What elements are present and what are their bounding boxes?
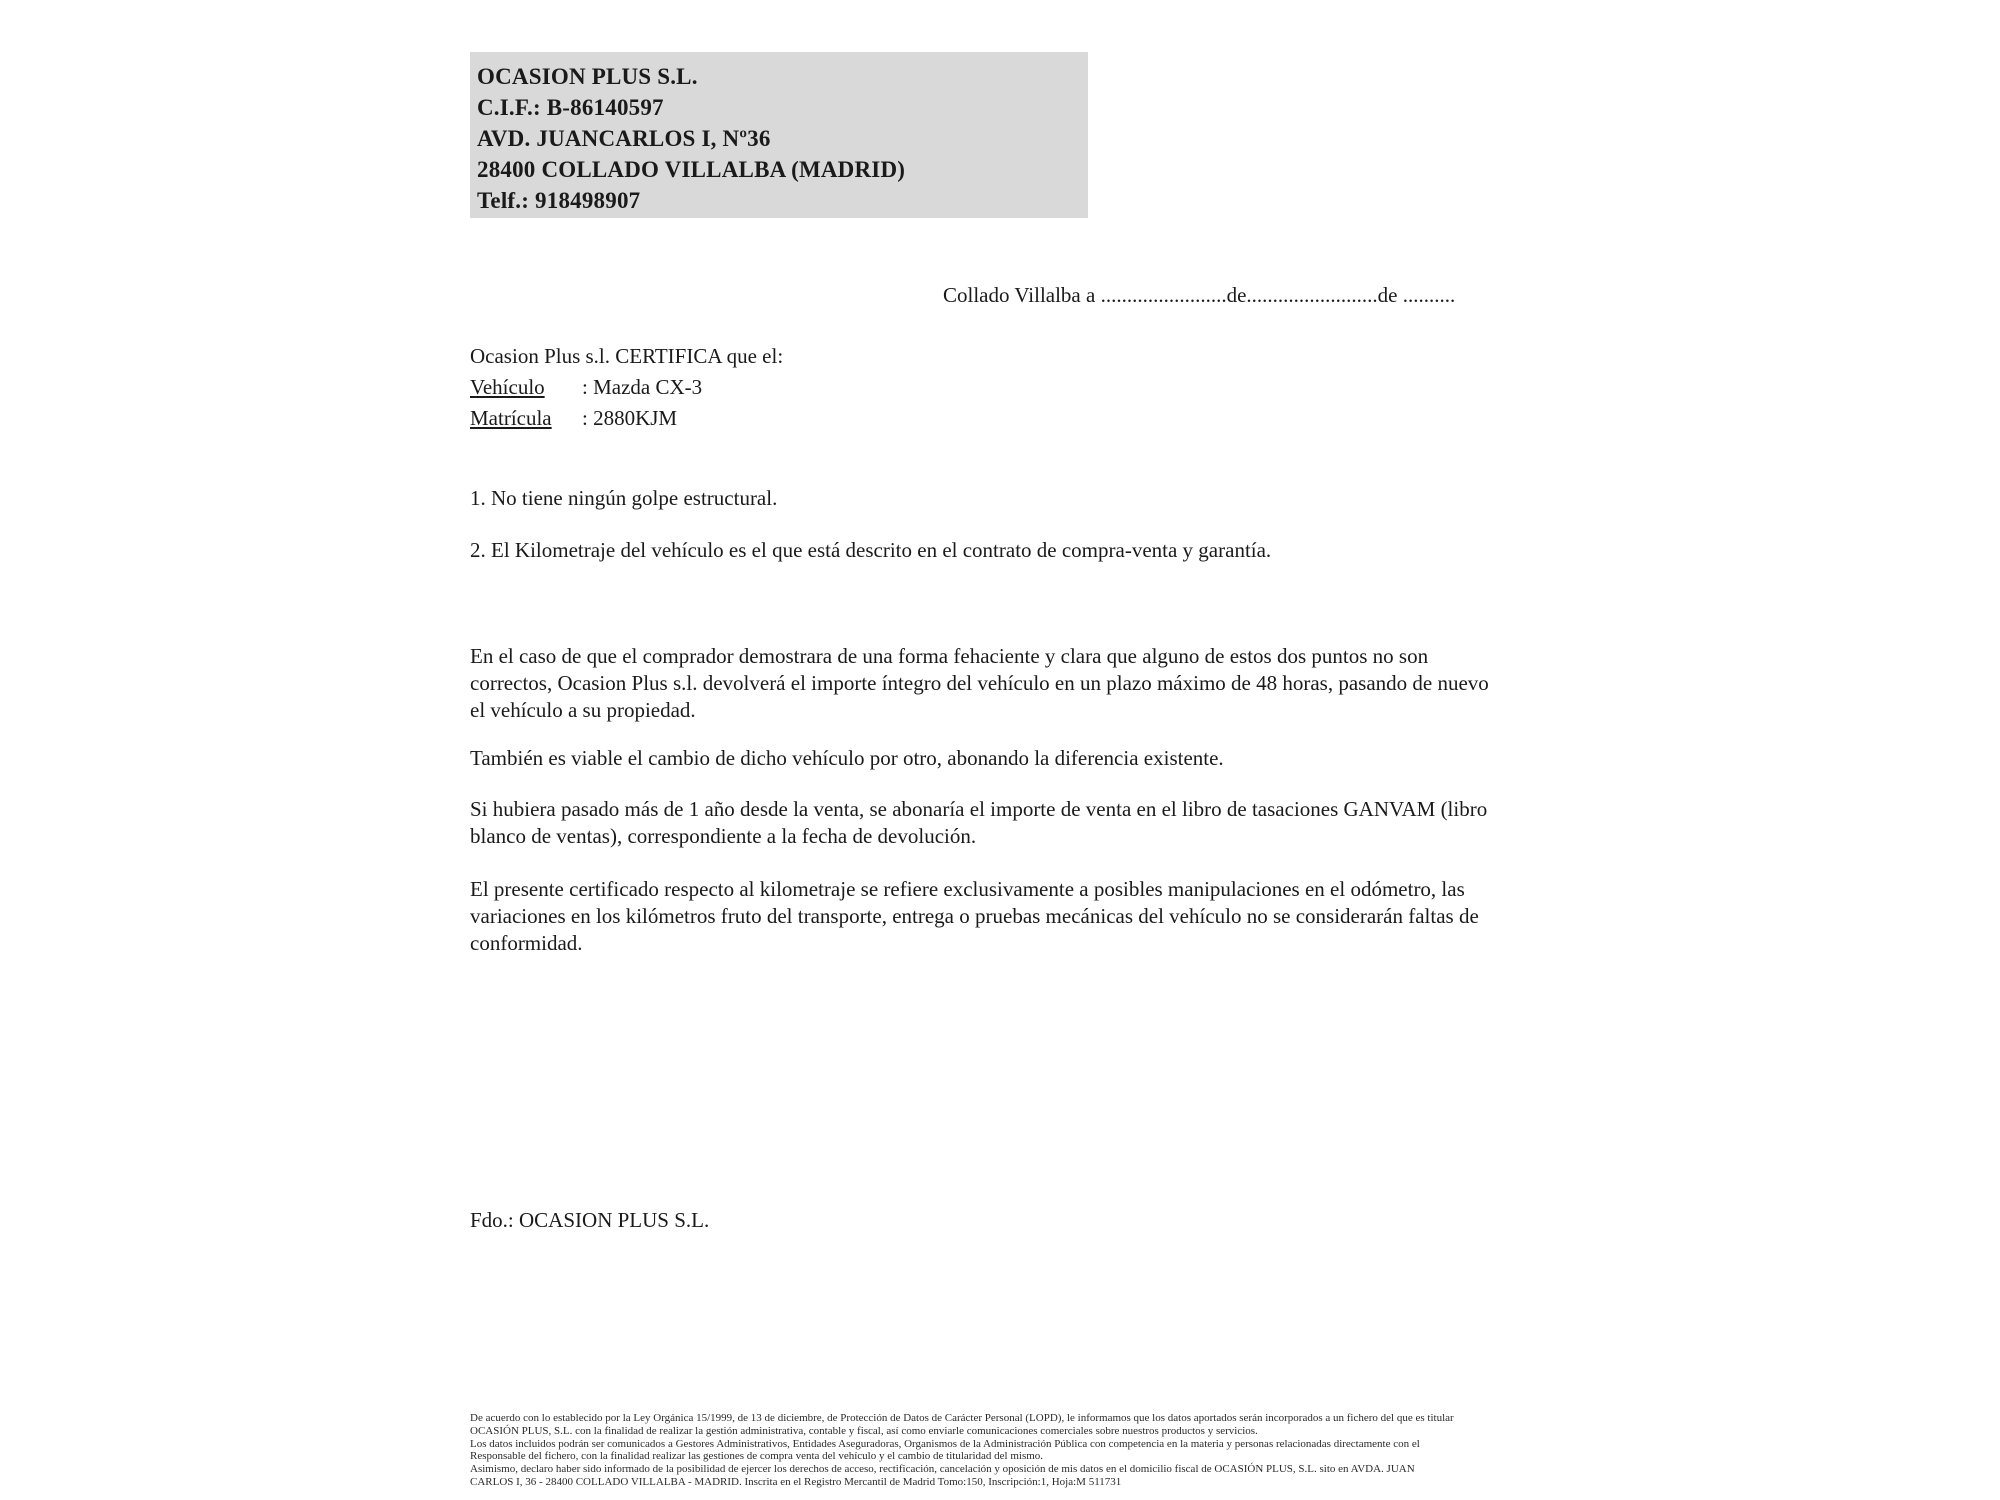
vehicle-label: Vehículo	[470, 375, 545, 399]
certified-point-2: 2. El Kilometraje del vehículo es el que está descrito en el contrato de compra-venta y garantía.	[470, 538, 1272, 562]
paragraph-odometer-disclaimer: El presente certificado respecto al kilometraje se refiere exclusivamente a posibles manipulaciones en el odómetro, las variaciones en los kilómetros fruto del transporte, entrega o pruebas mecánicas del vehículo no se considerarán faltas de conformidad.	[470, 877, 1479, 955]
plate-label: Matrícula	[470, 406, 552, 430]
company-letterhead-box	[470, 52, 1088, 218]
certified-point-1: 1. No tiene ningún golpe estructural.	[470, 486, 778, 510]
paragraph-vehicle-exchange: También es viable el cambio de dicho vehículo por otro, abonando la diferencia existente.	[470, 746, 1224, 770]
vehicle-value: : Mazda CX-3	[582, 375, 703, 399]
plate-row	[470, 403, 783, 434]
legal-fine-print	[470, 1412, 1590, 1489]
company-phone: Telf.: 918498907	[477, 188, 641, 213]
certifies-intro: Ocasion Plus s.l. CERTIFICA que el:	[470, 344, 784, 368]
paragraph-refund-conditions: En el caso de que el comprador demostrara de una forma fehaciente y clara que alguno de estos dos puntos no son correctos, Ocasion Plus s.l. devolverá el importe íntegro del vehículo en un plazo máximo de 48 horas, pasando de nuevo el vehículo a su propiedad.	[470, 644, 1489, 722]
signature-line: Fdo.: OCASION PLUS S.L.	[470, 1208, 710, 1232]
certification-block	[470, 341, 783, 434]
company-cif: C.I.F.: B-86140597	[477, 95, 664, 120]
legal-line: Asimismo, declaro haber sido informado de la posibilidad de ejercer los derechos de acceso, rectificación, cancelación y oposición de mis datos en el domicilio fiscal de OCASIÓN PLUS, S.L. sito en AVDA. JUAN	[470, 1463, 1415, 1476]
date-fill-in-line: Collado Villalba a ........................de.........................de ..........	[943, 283, 1456, 307]
legal-line: Los datos incluidos podrán ser comunicados a Gestores Administrativos, Entidades Aseguradoras, Organismos de la Administración Pública con competencia en la materia y personas relacionadas directamente con el	[470, 1437, 1420, 1450]
legal-line: CARLOS I, 36 - 28400 COLLADO VILLALBA - MADRID. Inscrita en el Registro Mercantil de Madrid Tomo:150, Inscripción:1, Hoja:M 511731	[470, 1475, 1122, 1488]
legal-line: De acuerdo con lo establecido por la Ley Orgánica 15/1999, de 13 de diciembre, de Protección de Datos de Carácter Personal (LOPD), le informamos que los datos aportados serán incorporados a un fichero del que es titular	[470, 1412, 1454, 1424]
vehicle-row	[470, 372, 783, 403]
paragraph-ganvam-valuation: Si hubiera pasado más de 1 año desde la venta, se abonaría el importe de venta en el libro de tasaciones GANVAM (libro blanco de ventas), correspondiente a la fecha de devolución.	[470, 797, 1488, 848]
company-address: AVD. JUANCARLOS I, Nº36	[477, 126, 771, 151]
legal-line: OCASIÓN PLUS, S.L. con la finalidad de realizar la gestión administrativa, contable y fiscal, así como enviarle comunicaciones comerciales sobre nuestros productos y servicios.	[470, 1424, 1258, 1437]
company-city: 28400 COLLADO VILLALBA (MADRID)	[477, 157, 906, 182]
plate-value: : 2880KJM	[582, 406, 678, 430]
legal-line: Responsable del fichero, con la finalidad realizar las gestiones de compra venta del vehículo y el cambio de titularidad del mismo.	[470, 1450, 1044, 1463]
company-name: OCASION PLUS S.L.	[477, 64, 698, 89]
